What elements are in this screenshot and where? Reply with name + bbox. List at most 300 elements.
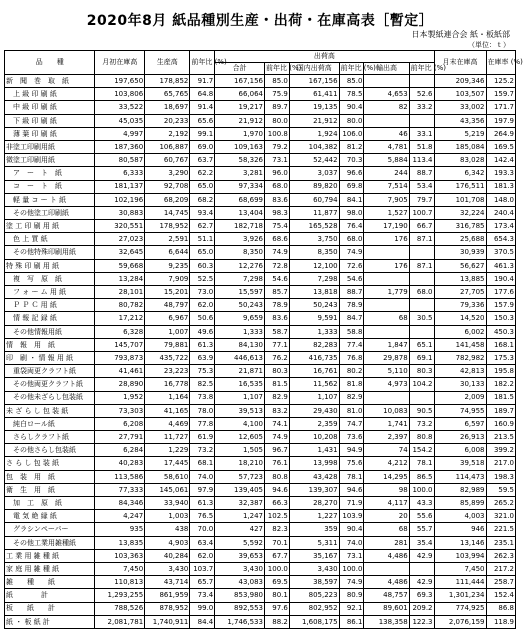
table-cell: 70.1 (264, 536, 289, 549)
table-cell: 18,697 (145, 101, 190, 114)
table-cell: 75.9 (264, 88, 289, 101)
table-cell: 98 (364, 483, 409, 496)
table-row (5, 378, 516, 391)
table-cell: 61.9 (190, 431, 215, 444)
table-cell: 62.0 (190, 549, 215, 562)
table-row (5, 233, 516, 246)
table-cell: 80.3 (264, 365, 289, 378)
table-row (5, 470, 516, 483)
table-cell: 159.7 (486, 88, 515, 101)
table-cell: 104.2 (409, 378, 434, 391)
table-cell: 1,107 (215, 391, 265, 404)
table-cell: 141,458 (434, 338, 486, 351)
row-category-label: 情 報 用 紙 (5, 338, 95, 351)
table-cell: 55.6 (409, 510, 434, 523)
table-cell: 100.8 (264, 127, 289, 140)
table-cell: 7,905 (364, 193, 409, 206)
table-cell: 28,890 (95, 378, 145, 391)
table-cell: 16,761 (289, 365, 339, 378)
table-cell: 265.2 (486, 497, 515, 510)
table-cell: 78.5 (339, 88, 364, 101)
table-cell: 446,613 (215, 351, 265, 364)
table-row (5, 246, 516, 259)
header-shipments: 出荷高 (215, 51, 434, 63)
table-row (5, 272, 516, 285)
table-cell: 110,813 (95, 576, 145, 589)
table-row (5, 88, 516, 101)
table-cell: 62.0 (190, 299, 215, 312)
table-row (5, 351, 516, 364)
row-category-label: その他情報用紙 (5, 325, 95, 338)
table-cell: 59.5 (486, 483, 515, 496)
table-cell: 1,107 (289, 391, 339, 404)
table-cell: 74.9 (264, 431, 289, 444)
table-cell: 90.5 (409, 404, 434, 417)
publisher-label: 日本製紙連合会 紙・板紙部 (411, 30, 510, 39)
table-cell: 80.0 (264, 114, 289, 127)
table-cell: 88.7 (339, 286, 364, 299)
table-cell: 14,295 (364, 470, 409, 483)
table-cell: 359 (289, 523, 339, 536)
table-cell: 10,083 (364, 404, 409, 417)
row-category-label: 薄 葉 印 刷 紙 (5, 127, 95, 140)
table-cell: 50.6 (190, 312, 215, 325)
table-cell: 25,688 (434, 233, 486, 246)
table-cell: 13,885 (434, 272, 486, 285)
table-cell: 63.4 (190, 536, 215, 549)
row-category-label: その他さらし包装紙 (5, 444, 95, 457)
table-cell: 195.8 (486, 365, 515, 378)
table-cell: 87.1 (409, 259, 434, 272)
table-cell: 6,284 (95, 444, 145, 457)
table-cell: 49.6 (190, 325, 215, 338)
table-cell: 90.4 (339, 523, 364, 536)
table-cell (409, 114, 434, 127)
table-cell: 17,445 (145, 457, 190, 470)
row-category-label: さらしクラフト紙 (5, 431, 95, 444)
table-cell: 69.3 (409, 589, 434, 602)
table-cell: 101,708 (434, 193, 486, 206)
row-category-label: 情 報 記 録 紙 (5, 312, 95, 325)
table-cell: 58.8 (339, 325, 364, 338)
table-cell: 80.1 (264, 589, 289, 602)
table-cell: 65,765 (145, 88, 190, 101)
table-row (5, 193, 516, 206)
table-cell: 190.4 (486, 272, 515, 285)
table-cell: 181.3 (486, 180, 515, 193)
table-cell: 78.1 (339, 470, 364, 483)
table-cell: 50,243 (215, 299, 265, 312)
table-cell: 2,397 (364, 431, 409, 444)
table-cell: 157.9 (486, 299, 515, 312)
table-cell: 66.7 (409, 220, 434, 233)
table-row (5, 576, 516, 589)
table-cell: 15,201 (145, 286, 190, 299)
table-cell: 3,926 (215, 233, 265, 246)
table-cell: 221.5 (486, 523, 515, 536)
table-cell: 74.0 (339, 536, 364, 549)
table-cell (364, 562, 409, 575)
table-cell: 94.9 (339, 444, 364, 457)
table-row (5, 417, 516, 430)
table-cell: 7,450 (434, 562, 486, 575)
row-category-label: 板 紙 計 (5, 602, 95, 615)
header-domestic: 国内出荷高 (289, 63, 339, 75)
table-cell: 29,430 (289, 404, 339, 417)
table-cell: 177.6 (486, 286, 515, 299)
table-cell: 7,909 (145, 272, 190, 285)
table-cell: 11,562 (289, 378, 339, 391)
row-category-label: 衛 生 用 紙 (5, 483, 95, 496)
table-row (5, 299, 516, 312)
row-category-label: ア ー ト 紙 (5, 167, 95, 180)
table-row (5, 312, 516, 325)
table-cell: 98.3 (264, 206, 289, 219)
table-cell: 87.1 (409, 233, 434, 246)
table-cell: 80.2 (339, 365, 364, 378)
unit-label: （単位：ｔ） (468, 41, 510, 49)
table-cell: 1,527 (364, 206, 409, 219)
table-cell: 74.9 (339, 576, 364, 589)
table-cell: 1,924 (289, 127, 339, 140)
table-cell: 169.5 (486, 140, 515, 153)
table-cell: 176 (364, 233, 409, 246)
table-cell: 77.8 (190, 417, 215, 430)
table-cell: 16,778 (145, 378, 190, 391)
table-cell: 70.0 (190, 523, 215, 536)
table-cell (364, 391, 409, 404)
table-cell: 5,592 (215, 536, 265, 549)
table-cell: 235.1 (486, 536, 515, 549)
table-cell: 1,779 (364, 286, 409, 299)
table-row (5, 549, 516, 562)
table-cell: 65.1 (409, 338, 434, 351)
row-category-label: その他工業用雑種紙 (5, 536, 95, 549)
table-cell: 72.6 (339, 259, 364, 272)
table-cell: 11,877 (289, 206, 339, 219)
table-cell: 48,797 (145, 299, 190, 312)
table-cell: 84,346 (95, 497, 145, 510)
table-cell: 209,346 (434, 75, 486, 88)
table-cell: 92,708 (145, 180, 190, 193)
table-cell: 84.4 (190, 615, 215, 628)
table-cell: 96.6 (339, 167, 364, 180)
table-cell: 83.6 (264, 193, 289, 206)
table-cell: 57,723 (215, 470, 265, 483)
table-cell: 12,605 (215, 431, 265, 444)
table-cell: 17,212 (95, 312, 145, 325)
table-cell: 3,750 (289, 233, 339, 246)
table-cell: 56,627 (434, 259, 486, 272)
table-cell: 6,328 (95, 325, 145, 338)
table-cell: 39,513 (215, 404, 265, 417)
table-cell: 65.6 (190, 114, 215, 127)
table-cell: 80.3 (409, 365, 434, 378)
table-cell: 32,387 (215, 497, 265, 510)
table-cell: 74,955 (434, 404, 486, 417)
table-cell: 6,644 (145, 246, 190, 259)
table-cell: 3,430 (145, 562, 190, 575)
table-cell: 11,727 (145, 431, 190, 444)
table-cell: 98.0 (339, 206, 364, 219)
table-cell: 113.4 (409, 154, 434, 167)
table-cell: 43,714 (145, 576, 190, 589)
table-cell: 88.2 (264, 615, 289, 628)
table-cell: 85.0 (339, 75, 364, 88)
table-cell: 35,167 (289, 549, 339, 562)
table-cell: 1,003 (145, 510, 190, 523)
table-cell: 79,336 (434, 299, 486, 312)
table-cell: 90.4 (339, 101, 364, 114)
table-cell: 4,003 (434, 510, 486, 523)
header-shipments-total: 合計 (215, 63, 265, 75)
table-cell: 65.7 (190, 576, 215, 589)
row-category-label: 雑 種 紙 (5, 576, 95, 589)
table-cell: 6,342 (434, 167, 486, 180)
table-cell: 80,587 (95, 154, 145, 167)
table-cell (409, 325, 434, 338)
table-cell: 9,591 (289, 312, 339, 325)
table-cell: 106.0 (339, 127, 364, 140)
table-cell: 100.0 (339, 562, 364, 575)
table-cell: 111,444 (434, 576, 486, 589)
table-cell: 100.0 (264, 562, 289, 575)
table-cell: 82 (364, 101, 409, 114)
table-cell: 8,350 (289, 246, 339, 259)
row-category-label: グラシンペーパー (5, 523, 95, 536)
table-cell: 58,610 (145, 470, 190, 483)
table-row (5, 365, 516, 378)
row-category-label: 微塗工印刷用紙 (5, 154, 95, 167)
table-cell: 68.0 (409, 286, 434, 299)
table-cell: 139,307 (289, 483, 339, 496)
table-cell: 2,076,159 (434, 615, 486, 628)
header-opening-stock: 月初在庫高 (95, 51, 145, 75)
table-cell: 81.8 (339, 378, 364, 391)
table-cell: 1,227 (289, 510, 339, 523)
table-cell: 3,430 (289, 562, 339, 575)
table-cell: 1,505 (215, 444, 265, 457)
table-cell: 54.6 (264, 272, 289, 285)
table-cell: 106,887 (145, 140, 190, 153)
table-cell: 4,486 (364, 549, 409, 562)
table-body (5, 75, 516, 629)
table-cell: 167,156 (215, 75, 265, 88)
table-cell: 94.6 (264, 483, 289, 496)
table-cell: 5,884 (364, 154, 409, 167)
table-cell: 197,650 (95, 75, 145, 88)
table-cell (364, 272, 409, 285)
table-cell: 171.7 (486, 101, 515, 114)
table-cell: 68.0 (264, 180, 289, 193)
row-category-label: 包 装 用 紙 (5, 470, 95, 483)
table-cell: 30,883 (95, 206, 145, 219)
table-cell: 1,970 (215, 127, 265, 140)
table-cell: 320,551 (95, 220, 145, 233)
table-cell: 73.1 (264, 154, 289, 167)
table-cell: 9,235 (145, 259, 190, 272)
table-cell: 54.6 (339, 272, 364, 285)
table-cell: 861,959 (145, 589, 190, 602)
table-cell: 52.6 (409, 88, 434, 101)
row-category-label: 塗 工 印 刷 用 紙 (5, 220, 95, 233)
table-cell: 8,350 (215, 246, 265, 259)
table-cell: 1,007 (145, 325, 190, 338)
table-cell: 27,791 (95, 431, 145, 444)
table-cell: 438 (145, 523, 190, 536)
table-row (5, 536, 516, 549)
table-cell: 145,061 (145, 483, 190, 496)
table-cell: 33.1 (409, 127, 434, 140)
table-row (5, 114, 516, 127)
table-cell (409, 246, 434, 259)
table-cell: 61,411 (289, 88, 339, 101)
table-cell: 27,705 (434, 286, 486, 299)
table-cell: 165,528 (289, 220, 339, 233)
table-cell: 113,586 (95, 470, 145, 483)
table-cell: 1,333 (215, 325, 265, 338)
table-cell: 109,163 (215, 140, 265, 153)
table-cell: 81.5 (264, 378, 289, 391)
table-cell: 193.3 (486, 167, 515, 180)
table-cell: 94.6 (339, 483, 364, 496)
table-cell: 80.9 (339, 589, 364, 602)
table-row (5, 457, 516, 470)
table-cell: 76.1 (264, 457, 289, 470)
row-category-label: 中 級 印 刷 紙 (5, 101, 95, 114)
table-cell: 103,507 (434, 88, 486, 101)
table-cell: 1,740,911 (145, 615, 190, 628)
table-cell: 50,243 (289, 299, 339, 312)
production-shipment-stock-table (4, 50, 523, 629)
table-cell: 41,165 (145, 404, 190, 417)
row-category-label: 工 業 用 雑 種 紙 (5, 549, 95, 562)
table-cell: 53.4 (409, 180, 434, 193)
table-cell: 878,952 (145, 602, 190, 615)
table-cell: 42.9 (409, 549, 434, 562)
table-cell: 189.7 (486, 404, 515, 417)
table-cell: 173.4 (486, 220, 515, 233)
table-cell: 3,430 (215, 562, 265, 575)
table-row (5, 391, 516, 404)
table-cell: 58.7 (264, 325, 289, 338)
table-cell: 66.3 (264, 497, 289, 510)
table-cell: 138,358 (364, 615, 409, 628)
table-cell: 69.0 (190, 140, 215, 153)
table-cell: 3,290 (145, 167, 190, 180)
table-cell: 43.3 (409, 497, 434, 510)
table-cell: 102.5 (264, 510, 289, 523)
table-cell: 4,469 (145, 417, 190, 430)
table-row (5, 325, 516, 338)
table-cell: 3,281 (215, 167, 265, 180)
table-cell: 793,873 (95, 351, 145, 364)
table-row (5, 101, 516, 114)
table-cell: 7,450 (95, 562, 145, 575)
table-cell: 89.7 (264, 101, 289, 114)
table-cell: 2,591 (145, 233, 190, 246)
table-cell: 4,997 (95, 127, 145, 140)
table-cell: 7,514 (364, 180, 409, 193)
table-cell: 67.7 (264, 549, 289, 562)
table-cell: 58,326 (215, 154, 265, 167)
table-row (5, 602, 516, 615)
table-cell: 18,210 (215, 457, 265, 470)
table-row (5, 404, 516, 417)
table-cell (364, 75, 409, 88)
table-cell (364, 325, 409, 338)
table-cell: 80,782 (95, 299, 145, 312)
table-cell: 91.4 (190, 101, 215, 114)
table-cell: 262.3 (486, 549, 515, 562)
table-cell: 86.5 (409, 470, 434, 483)
row-category-label: その他塗工印刷紙 (5, 206, 95, 219)
table-cell: 35.4 (409, 536, 434, 549)
table-cell: 7,298 (215, 272, 265, 285)
table-cell: 217.2 (486, 562, 515, 575)
table-cell: 802,952 (289, 602, 339, 615)
table-cell: 39,653 (215, 549, 265, 562)
table-cell: 60,794 (289, 193, 339, 206)
table-cell: 69.8 (339, 180, 364, 193)
table-cell: 114,473 (434, 470, 486, 483)
table-cell: 4,486 (364, 576, 409, 589)
table-cell: 370.5 (486, 246, 515, 259)
table-row (5, 206, 516, 219)
table-cell: 27,023 (95, 233, 145, 246)
table-row (5, 259, 516, 272)
table-cell: 12,276 (215, 259, 265, 272)
table-cell: 32,224 (434, 206, 486, 219)
table-cell: 75.4 (264, 220, 289, 233)
table-cell: 82.9 (339, 391, 364, 404)
table-cell: 152.4 (486, 589, 515, 602)
table-row (5, 444, 516, 457)
table-cell: 96.7 (264, 444, 289, 457)
table-cell: 1,608,175 (289, 615, 339, 628)
table-cell: 60.3 (190, 259, 215, 272)
table-cell: 102,196 (95, 193, 145, 206)
table-cell: 78.9 (264, 299, 289, 312)
table-cell: 1,164 (145, 391, 190, 404)
table-cell: 4,212 (364, 457, 409, 470)
table-cell: 68 (364, 523, 409, 536)
table-cell: 43,083 (215, 576, 265, 589)
table-cell: 74.1 (264, 417, 289, 430)
table-cell: 68,209 (145, 193, 190, 206)
row-category-label: 下 級 印 刷 紙 (5, 114, 95, 127)
table-cell: 2,192 (145, 127, 190, 140)
header-export: 輸出高 (364, 63, 409, 75)
table-cell: 40,284 (145, 549, 190, 562)
table-cell: 33.2 (409, 101, 434, 114)
table-cell: 84.7 (339, 312, 364, 325)
table-cell: 40,283 (95, 457, 145, 470)
table-cell: 103,806 (95, 88, 145, 101)
table-cell: 2,009 (434, 391, 486, 404)
table-cell: 181.5 (486, 391, 515, 404)
table-cell: 85.7 (264, 286, 289, 299)
table-cell: 78.9 (339, 299, 364, 312)
table-cell: 91.7 (190, 75, 215, 88)
table-cell: 1,293,255 (95, 589, 145, 602)
row-category-label: 純白ロール紙 (5, 417, 95, 430)
table-row (5, 140, 516, 153)
table-cell: 42,813 (434, 365, 486, 378)
table-cell: 97,334 (215, 180, 265, 193)
table-cell: 73.6 (339, 431, 364, 444)
table-cell: 1,229 (145, 444, 190, 457)
